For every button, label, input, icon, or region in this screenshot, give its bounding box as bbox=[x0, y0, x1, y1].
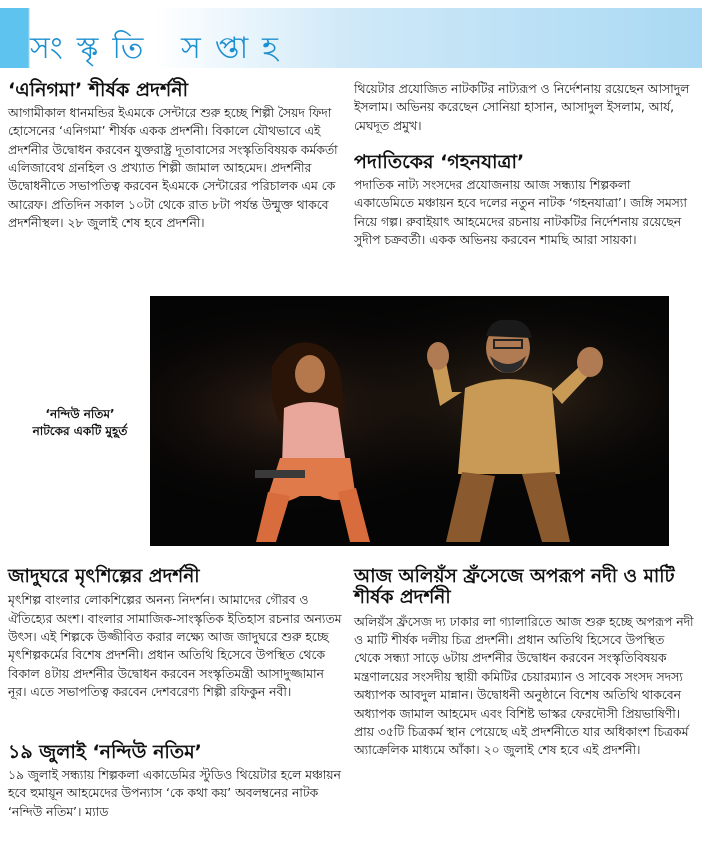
article-body: মৃৎশিল্প বাংলার লোকশিল্পের অনন্য নিদর্শন। আমাদের গৌরব ও ঐতিহ্যের অংশ। বাংলার সামাজিক-সাংস্কৃতিক ইতিহাস রচনার অন্যতম উৎস। এই শিল্পকে উজ্জীবিত করার লক্ষ্যে আজ জাদুঘরে শুরু হচ্ছে মৃৎশিল্পকর্মের বিশেষ প্রদর্শনী। প্রধান অতিথি হিসেবে উপস্থিত থেকে বিকাল ৪টায় প্রদর্শনীর উদ্বোধন করবেন সংস্কৃতিমন্ত্রী আসাদুজ্জামান নূর। এতে সভাপতিত্ব করবেন দেশবরেণ্য শিল্পী রফিকুন নবী। bbox=[8, 593, 342, 700]
stage-photo bbox=[150, 296, 669, 546]
caption-subtitle: নাটকের একটি মুহূর্ত bbox=[32, 424, 128, 438]
article-headline: ১৯ জুলাই ‘নন্দিউ নতিম’ bbox=[8, 741, 202, 763]
article-enigma bbox=[8, 80, 344, 233]
section-title: সংস্কৃতি সপ্তাহ bbox=[30, 31, 292, 66]
article-headline: পদাতিকের ‘গহনযাত্রা’ bbox=[354, 151, 525, 173]
article-alliance bbox=[354, 566, 694, 760]
photo-caption bbox=[10, 406, 150, 440]
article-body: ১৯ জুলাই সন্ধ্যায় শিল্পকলা একাডেমির স্টুডিও থিয়েটার হলে মঞ্চায়ন হবে হুমায়ূন আহমেদের উপন্যাস ‘কে কথা কয়’ অবলম্বনের নাটক ‘নন্দিউ নতিম’। ম্যাড bbox=[8, 767, 341, 819]
article-body: আগামীকাল ধানমন্ডির ইএমকে সেন্টারে শুরু হচ্ছে শিল্পী সৈয়দ ফিদা হোসেনের ‘এনিগমা’ শীর্ষক একক প্রদর্শনী। বিকালে যৌথভাবে এই প্রদর্শনীর উদ্বোধন করবেন যুক্তরাষ্ট্র দূতাবাসের সংস্কৃতিবিষয়ক কর্মকর্তা এলিজাবেথ গ্রনহিল ও প্রখ্যাত শিল্পী জামাল আহমেদ। প্রদর্শনীর উদ্বোধনীতে সভাপতিত্ব করবেন ইএমকে সেন্টারের পরিচালক এম কে আরেফ। প্রতিদিন সকাল ১০টা থেকে রাত ৮টা পর্যন্ত উন্মুক্ত থাকবে প্রদর্শনীস্থল। ২৮ জুলাই শেষ হবে প্রদর্শনী। bbox=[8, 105, 338, 231]
caption-title: ‘নন্দিউ নতিম’ bbox=[45, 407, 115, 421]
article-headline: ‘এনিগমা’ শীর্ষক প্রদর্শনী bbox=[8, 79, 189, 101]
article-headline: আজ অলিয়ঁস ফ্রঁসেজে অপরূপ নদী ও মাটি শীর্ষক প্রদর্শনী bbox=[354, 566, 675, 609]
article-museum bbox=[8, 566, 344, 702]
article-nandito-continued bbox=[354, 80, 694, 135]
article-body: থিয়েটার প্রযোজিত নাটকটির নাট্যরূপ ও নির্দেশনায় রয়েছেন আসাদুল ইসলাম। অভিনয় করেছেন সোনিয়া হাসান, আসাদুল ইসলাম, আর্য, মেঘদূত প্রমুখ। bbox=[354, 82, 690, 133]
section-banner bbox=[0, 8, 702, 68]
article-nandito bbox=[8, 742, 344, 821]
article-body: অলিয়ঁস ফ্রঁসেজ দ্য ঢাকার লা গ্যালারিতে আজ শুরু হচ্ছে অপরূপ নদী ও মাটি শীর্ষক দলীয় চিত্র প্রদর্শনী। প্রধান অতিথি হিসেবে উপস্থিত থেকে সন্ধ্যা সাড়ে ৬টায় প্রদর্শনীর উদ্বোধন করবেন সংস্কৃতিবিষয়ক মন্ত্রণালয়ের সংসদীয় স্থায়ী কমিটির চেয়ারম্যান ও সাবেক সংসদ সদস্য অধ্যাপক আবদুল মান্নান। উদ্বোধনী অনুষ্ঠানে বিশেষ অতিথি থাকবেন অধ্যাপক জামাল আহমেদ এবং বিশিষ্ট ভাস্কর ফেরদৌসী প্রিয়ভাষিণী। প্রায় ৩৫টি চিত্রকর্ম স্থান পেয়েছে এই প্রদর্শনীতে যার অধিকাংশ চিত্রকর্ম অ্যাক্রেলিক মাধ্যমে আঁকা। ২০ জুলাই শেষ হবে এই প্রদর্শনী। bbox=[354, 614, 694, 758]
article-padatik bbox=[354, 152, 694, 249]
article-headline: জাদুঘরে মৃৎশিল্পের প্রদর্শনী bbox=[8, 566, 200, 587]
stage-photo-illustration bbox=[150, 296, 669, 546]
article-body: পদাতিক নাট্য সংসদের প্রযোজনায় আজ সন্ধ্যায় শিল্পকলা একাডেমিতে মঞ্চায়ন হবে দলের নতুন নাটক ‘গহনযাত্রা’। জঙ্গি সমস্যা নিয়ে গল্প। রুবাইয়াৎ আহমেদের রচনায় নাটকটির নির্দেশনায় রয়েছেন সুদীপ চক্রবর্তী। একক অভিনয় করবেন শামছি আরা সায়কা। bbox=[354, 177, 687, 248]
